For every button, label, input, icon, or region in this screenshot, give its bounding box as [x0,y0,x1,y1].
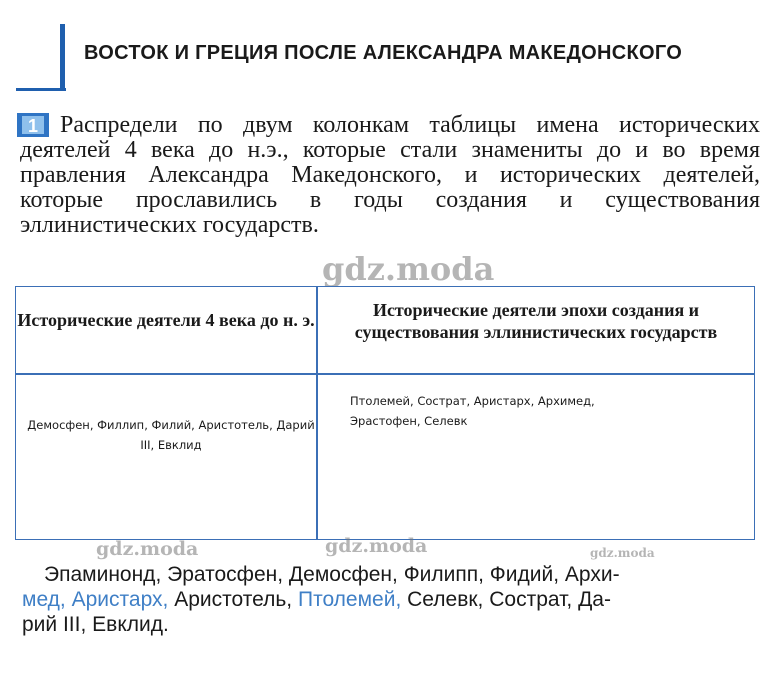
name-item: рий III, [22,613,87,636]
name-item-highlighted: Птолемей, [297,588,402,611]
answer-cell-4th-century: Демосфен, Филлип, Филий, Аристотель, Дарий III, Евклид [27,418,315,452]
task-number: 1 [27,116,39,136]
watermark: gdz.moda [590,546,655,560]
name-item: Архи- [564,563,620,586]
task-instruction [20,113,760,238]
watermark: gdz.moda [325,535,428,557]
header-accent-line [16,88,66,91]
column-header-4th-century: Исторические деятели 4 века до н. э. [17,310,315,330]
column-header-hellenistic: Исторические деятели эпохи создания и существования эллинистических государств [354,300,718,342]
name-item: Эпаминонд, [44,563,162,586]
name-item: Сострат, [489,588,573,611]
answer-cell-hellenistic: Птолемей, Сострат, Аристарх, Архимед, Эрастофен, Селевк [350,394,595,428]
name-item-highlighted: мед, [22,588,66,611]
page-title: ВОСТОК И ГРЕЦИЯ ПОСЛЕ АЛЕКСАНДРА МАКЕДОНСКОГО [84,42,683,64]
names-list [22,562,752,637]
watermark: gdz.moda [96,538,199,560]
task-instruction-text: Распредели по двум колонкам таблицы имена исторических деятелей 4 века до н.э., которые стали знамениты до и во время правления Александра Македонского, и исторических деятелей, которые прославились в годы создания и существования эллинистических государств. [20,112,760,238]
header-accent-bar [60,24,65,90]
name-item: Аристотель, [174,588,293,611]
name-item: Эратосфен, [167,563,284,586]
watermark: gdz.moda [322,250,495,288]
name-item: Демосфен, [288,563,398,586]
answer-table [15,286,755,540]
name-item: Фидий, [489,563,560,586]
name-item: Евклид. [92,613,169,636]
name-item: Филипп, [403,563,484,586]
name-item: Селевк, [407,588,484,611]
table-header-divider [16,373,754,375]
name-item-highlighted: Аристарх, [71,588,169,611]
name-item: Да- [578,588,611,611]
